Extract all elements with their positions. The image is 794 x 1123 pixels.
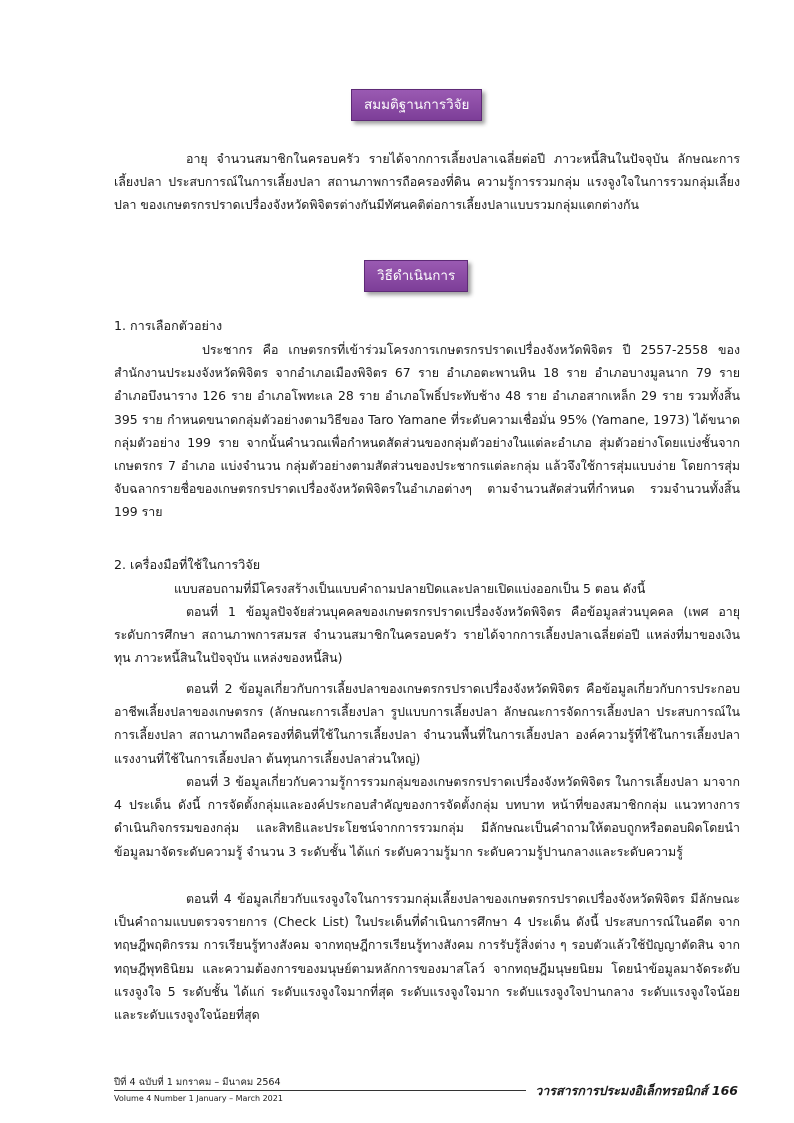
footer-divider [114, 1090, 526, 1091]
section1-title: 1. การเลือกตัวอย่าง [114, 318, 223, 333]
footer-journal-name: วารสารการประมงอิเล็กทรอนิกส์ [535, 1083, 708, 1098]
hypothesis-heading-text: สมมติฐานการวิจัย [364, 97, 470, 113]
section2-intro: แบบสอบถามที่มีโครงสร้างเป็นแบบคำถามปลายปิดและปลายเปิดแบ่งออกเป็น 5 ตอน ดังนี้ [174, 581, 646, 596]
method-heading-text: วิธีดำเนินการ [377, 268, 456, 284]
section2-part4: ตอนที่ 4 ข้อมูลเกี่ยวกับแรงจูงใจในการรวมกลุ่มเลี้ยงปลาของเกษตรกรปราดเปรื่องจังหวัดพิจิตร มีลักษณะเป็นคำถามแบบตรวจรายการ (Check List) ในประเด็นที่ดำเนินการศึกษา 4 ประเด็น ดังนี้ ประสบการณ์ในอดีต จากทฤษฎีพฤติกรรม การเรียนรู้ทางสังคม จากทฤษฎีการเรียนรู้ทางสังคม การรับรู้สิ่งต่าง ๆ รอบตัวแล้วใช้ปัญญาตัดสิน จากทฤษฎีพุทธินิยม และความต้องการของมนุษย์ตามหลักการของมาสโลว์ จากทฤษฎีมนุษยนิยม โดยนำข้อมูลมาจัดระดับแรงจูงใจ 5 ระดับชั้น ได้แก่ ระดับแรงจูงใจมากที่สุด ระดับแรงจูงใจมาก ระดับแรงจูงใจปานกลาง ระดับแรงจูงใจน้อย และระดับแรงจูงใจน้อยที่สุด [114, 891, 740, 1023]
footer-issue-thai: ปีที่ 4 ฉบับที่ 1 มกราคม – มีนาคม 2564 [114, 1077, 281, 1088]
section2-part3: ตอนที่ 3 ข้อมูลเกี่ยวกับความรู้การรวมกลุ่มของเกษตรกรปราดเปรื่องจังหวัดพิจิตร ในการเลี้ยงปลา มาจาก 4 ประเด็น ดังนี้ การจัดตั้งกลุ่มและองค์ประกอบสำคัญของการจัดตั้งกลุ่ม บทบาท หน้าที่ของสมาชิกกลุ่ม แนวทางการดำเนินกิจกรรมของกลุ่ม และสิทธิและประโยชน์จากการรวมกลุ่ม มีลักษณะเป็นคำถามให้ตอบถูกหรือตอบผิดโดยนำข้อมูลมาจัดระดับความรู้ จำนวน 3 ระดับชั้น ได้แก่ ระดับความรู้มาก ระดับความรู้ปานกลางและระดับความรู้ [114, 774, 740, 859]
footer-page-number: 166 [711, 1083, 738, 1098]
footer-issue-english: Volume 4 Number 1 January – March 2021 [114, 1094, 283, 1103]
section2-title: 2. เครื่องมือที่ใช้ในการวิจัย [114, 557, 261, 572]
section1-paragraph: ประชากร คือ เกษตรกรที่เข้าร่วมโครงการเกษตรกรปราดเปรื่องจังหวัดพิจิตร ปี 2557-2558 ของสำนักงานประมงจังหวัดพิจิตร จากอำเภอเมืองพิจิตร 67 ราย อำเภอตะพานหิน 18 ราย อำเภอบางมูลนาก 79 ราย อำเภอบึงนาราง 126 ราย อำเภอโพทะเล 28 ราย อำเภอโพธิ์ประทับช้าง 48 ราย อำเภอสากเหล็ก 29 ราย รวมทั้งสิ้น 395 ราย กำหนดขนาดกลุ่มตัวอย่างตามวิธีของ Taro Yamane ที่ระดับความเชื่อมั่น 95% (Yamane, 1973) ได้ขนาดกลุ่มตัวอย่าง 199 ราย จากนั้นคำนวณเพื่อกำหนดสัดส่วนของกลุ่มตัวอย่างในแต่ละอำเภอ สุ่มตัวอย่างโดยแบ่งชั้นจากเกษตรกร 7 อำเภอ แบ่งจำนวน กลุ่มตัวอย่างตามสัดส่วนของประชากรแต่ละกลุ่ม แล้วจึงใช้การสุ่มแบบง่าย โดยการสุ่มจับฉลากรายชื่อของเกษตรกรปราดเปรื่องจังหวัดพิจิตรในอำเภอต่างๆ ตามจำนวนสัดส่วนที่กำหนด รวมจำนวนทั้งสิ้น 199 ราย [114, 342, 740, 520]
method-heading [364, 260, 468, 292]
section2-part1: ตอนที่ 1 ข้อมูลปัจจัยส่วนบุคคลของเกษตรกรปราดเปรื่องจังหวัดพิจิตร คือข้อมูลส่วนบุคคล (เพศ อายุ ระดับการศึกษา สถานภาพการสมรส จำนวนสมาชิกในครอบครัว รายได้จากการเลี้ยงปลาเฉลี่ยต่อปี แหล่งที่มาของเงินทุน ภาวะหนี้สินในปัจจุบัน แหล่งของหนี้สิน) [114, 604, 740, 666]
hypothesis-heading [351, 89, 482, 121]
section2-part2: ตอนที่ 2 ข้อมูลเกี่ยวกับการเลี้ยงปลาของเกษตรกรปราดเปรื่องจังหวัดพิจิตร คือข้อมูลเกี่ยวกับการประกอบอาชีพเลี้ยงปลาของเกษตรกร (ลักษณะการเลี้ยงปลา รูปแบบการเลี้ยงปลา ลักษณะการจัดการเลี้ยงปลา ประสบการณ์ในการเลี้ยงปลา สถานภาพถือครองที่ดินที่ใช้ในการเลี้ยงปลา จำนวนพื้นที่ในการเลี้ยงปลา องค์ความรู้ที่ใช้ในการเลี้ยงปลา แรงงานที่ใช้ในการเลี้ยงปลา ต้นทุนการเลี้ยงปลาส่วนใหญ่) [114, 681, 740, 766]
footer-journal [535, 1081, 738, 1101]
hypothesis-paragraph: อายุ จำนวนสมาชิกในครอบครัว รายได้จากการเลี้ยงปลาเฉลี่ยต่อปี ภาวะหนี้สินในปัจจุบัน ลักษณะการเลี้ยงปลา ประสบการณ์ในการเลี้ยงปลา สถานภาพการถือครองที่ดิน ความรู้การรวมกลุ่ม แรงจูงใจในการรวมกลุ่มเลี้ยงปลา ของเกษตรกรปราดเปรื่องจังหวัดพิจิตรต่างกันมีทัศนคติต่อการเลี้ยงปลาแบบรวมกลุ่มแตกต่างกัน [114, 151, 740, 213]
